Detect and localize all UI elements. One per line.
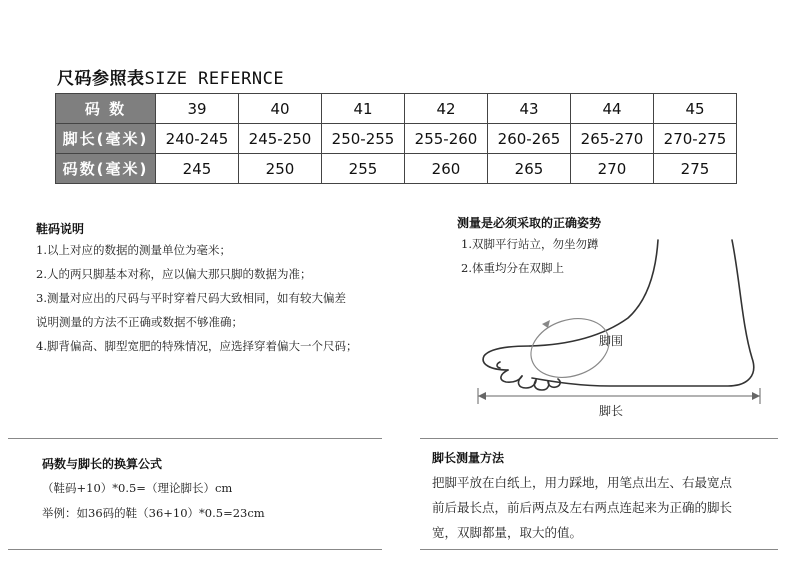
table-cell: 42 xyxy=(405,94,488,124)
row-header: 码数(毫米) xyxy=(56,154,156,184)
page-title xyxy=(57,64,284,89)
divider xyxy=(8,549,382,550)
shoe-note-line: 1.以上对应的数据的测量单位为毫米； xyxy=(36,243,231,257)
table-cell: 245-250 xyxy=(239,124,322,154)
table-cell: 260 xyxy=(405,154,488,184)
table-cell: 40 xyxy=(239,94,322,124)
table-cell: 270 xyxy=(571,154,654,184)
title-cn: 尺码参照表 xyxy=(57,69,145,89)
girth-label: 脚围 xyxy=(599,334,624,348)
method-line: 前后最长点，前后两点及左右两点连起来为正确的脚长 xyxy=(432,500,733,515)
table-row xyxy=(56,94,737,124)
size-table xyxy=(55,93,737,184)
formula-line: 举例：如36码的鞋（36+10）*0.5=23cm xyxy=(42,506,265,520)
table-row xyxy=(56,124,737,154)
divider xyxy=(420,438,778,439)
table-cell: 275 xyxy=(654,154,737,184)
method-line: 宽，双脚都量，取大的值。 xyxy=(432,525,583,540)
table-cell: 245 xyxy=(156,154,239,184)
method-title: 脚长测量方法 xyxy=(432,451,505,465)
table-cell: 250-255 xyxy=(322,124,405,154)
title-en: SIZE REFERNCE xyxy=(144,69,285,89)
shoe-note-line: 2.人的两只脚基本对称，应以偏大那只脚的数据为准； xyxy=(36,267,312,281)
shoe-note-line: 4.脚背偏高、脚型宽肥的特殊情况，应选择穿着偏大一个尺码； xyxy=(36,339,358,353)
table-cell: 240-245 xyxy=(156,124,239,154)
table-cell: 260-265 xyxy=(488,124,571,154)
posture-line: 2.体重均分在双脚上 xyxy=(461,261,564,275)
divider xyxy=(420,549,778,550)
table-cell: 265 xyxy=(488,154,571,184)
posture-line: 1.双脚平行站立，勿坐勿蹲 xyxy=(461,237,599,251)
shoe-note-line: 3.测量对应出的尺码与平时穿着尺码大致相同，如有较大偏差 xyxy=(36,291,346,305)
formula-line: （鞋码+10）*0.5=（理论脚长）cm xyxy=(42,481,233,495)
table-cell: 255-260 xyxy=(405,124,488,154)
length-label: 脚长 xyxy=(599,404,624,418)
method-line: 把脚平放在白纸上，用力踩地，用笔点出左、右最宽点 xyxy=(432,475,733,490)
divider xyxy=(8,438,382,439)
table-cell: 45 xyxy=(654,94,737,124)
table-cell: 250 xyxy=(239,154,322,184)
foot-illustration xyxy=(470,230,770,415)
formula-title: 码数与脚长的换算公式 xyxy=(42,457,163,471)
table-cell: 44 xyxy=(571,94,654,124)
table-cell: 270-275 xyxy=(654,124,737,154)
row-header: 脚长(毫米) xyxy=(56,124,156,154)
table-cell: 41 xyxy=(322,94,405,124)
row-header: 码 数 xyxy=(56,94,156,124)
table-cell: 43 xyxy=(488,94,571,124)
table-cell: 265-270 xyxy=(571,124,654,154)
table-cell: 39 xyxy=(156,94,239,124)
table-cell: 255 xyxy=(322,154,405,184)
table-row xyxy=(56,154,737,184)
shoe-notes-title: 鞋码说明 xyxy=(36,222,85,236)
shoe-note-line: 说明测量的方法不正确或数据不够准确； xyxy=(36,315,243,329)
posture-title: 测量是必须采取的正确姿势 xyxy=(457,216,602,230)
